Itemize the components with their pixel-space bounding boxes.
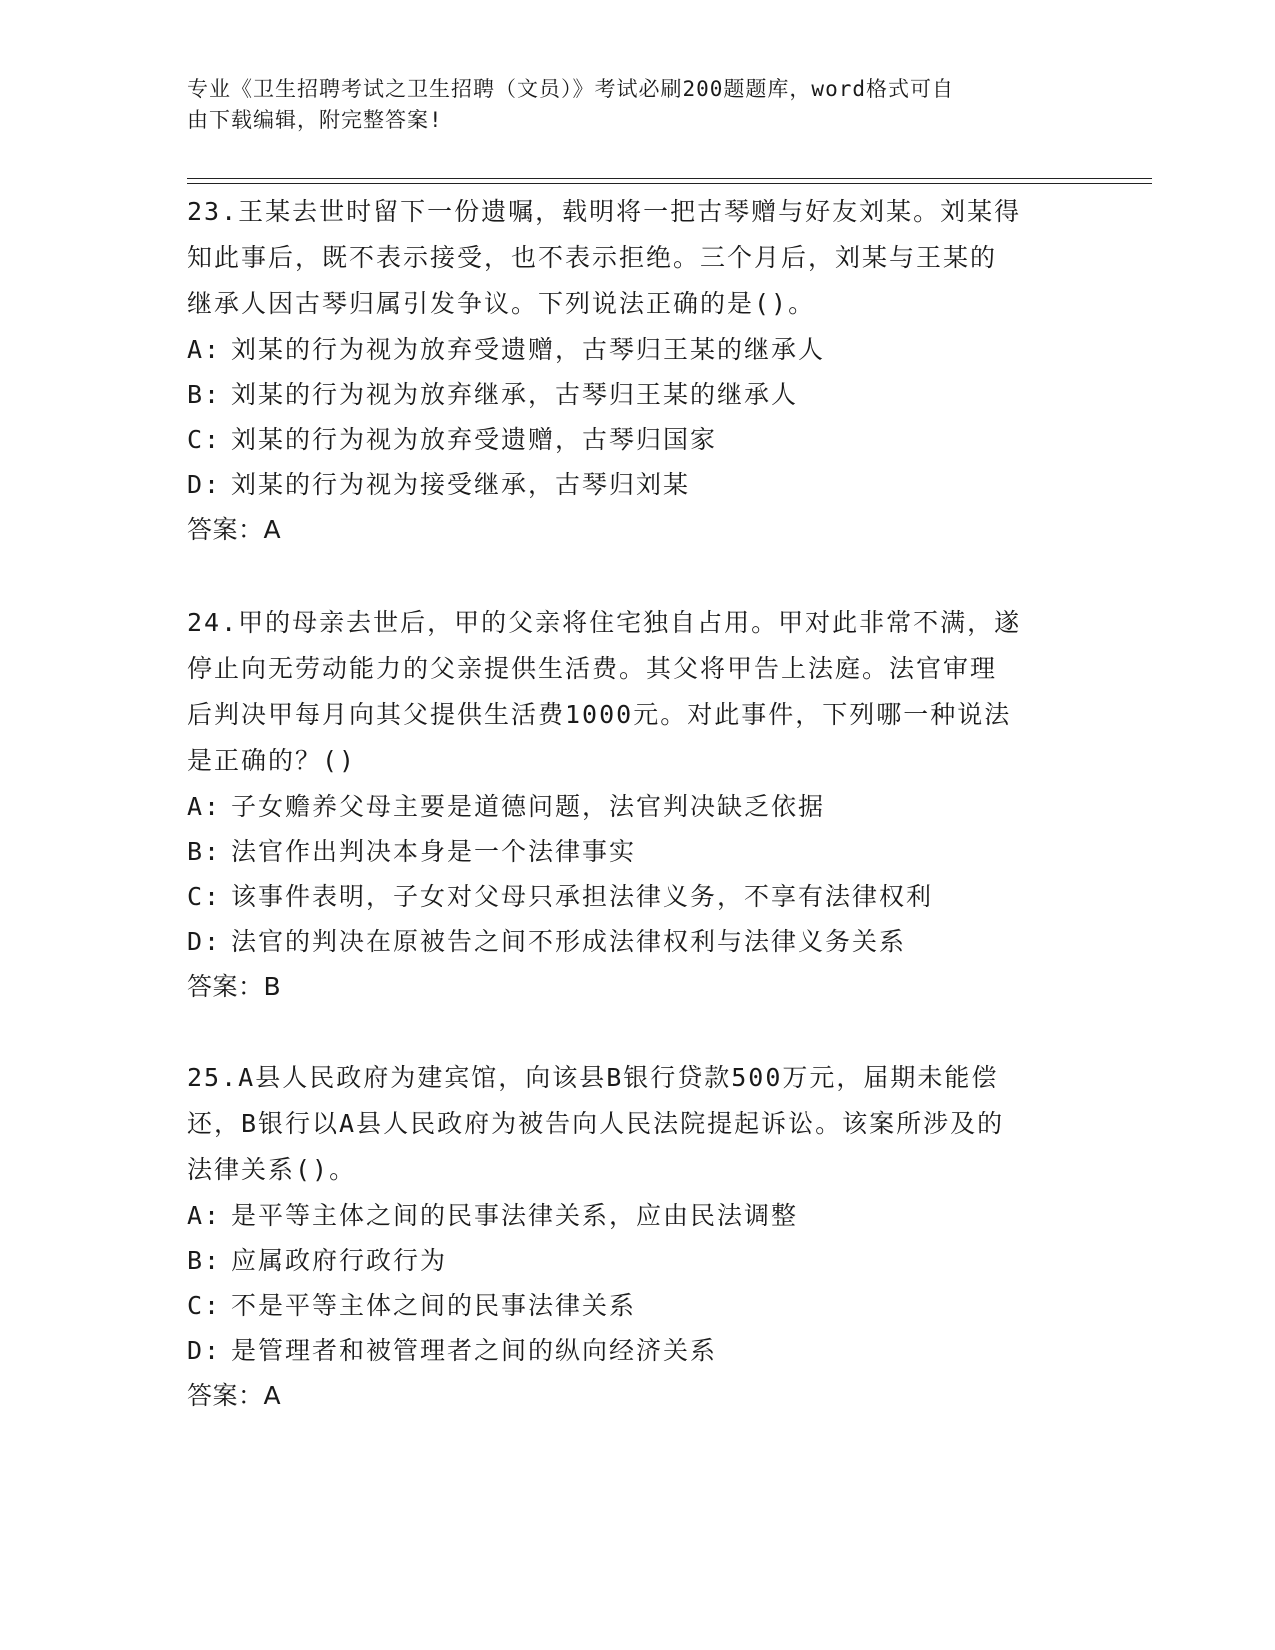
option-text: 刘某的行为视为放弃继承，古琴归王某的继承人 xyxy=(231,380,799,409)
stem-line: 23.王某去世时留下一份遗嘱，载明将一把古琴赠与好友刘某。刘某得 xyxy=(187,197,1022,226)
option-a xyxy=(187,327,1087,372)
option-c xyxy=(187,1283,1087,1328)
stem-line: 法律关系()。 xyxy=(187,1155,357,1184)
option-b xyxy=(187,829,1087,874)
option-text: 子女赡养父母主要是道德问题，法官判决缺乏依据 xyxy=(231,792,826,821)
option-key: C: xyxy=(187,425,222,454)
option-a xyxy=(187,784,1087,829)
header-line-2: 由下载编辑，附完整答案! xyxy=(187,108,443,132)
answer: 答案：B xyxy=(187,972,282,1001)
option-key: B: xyxy=(187,837,222,866)
question-24 xyxy=(187,600,1087,1010)
option-d xyxy=(187,919,1087,964)
question-23 xyxy=(187,189,1087,553)
option-text: 法官作出判决本身是一个法律事实 xyxy=(231,837,637,866)
option-text: 刘某的行为视为接受继承，古琴归刘某 xyxy=(231,470,691,499)
option-key: B: xyxy=(187,1246,222,1275)
header-divider-top xyxy=(187,178,1152,179)
stem-line: 25.A县人民政府为建宾馆，向该县B银行贷款500万元，届期未能偿 xyxy=(187,1063,999,1092)
option-key: D: xyxy=(187,470,222,499)
answer: 答案：A xyxy=(187,515,282,544)
option-text: 应属政府行政行为 xyxy=(231,1246,448,1275)
question-stem xyxy=(187,189,1087,327)
option-key: D: xyxy=(187,1336,222,1365)
option-key: B: xyxy=(187,380,222,409)
option-text: 该事件表明，子女对父母只承担法律义务，不享有法律权利 xyxy=(231,882,934,911)
answer: 答案：A xyxy=(187,1381,282,1410)
option-text: 法官的判决在原被告之间不形成法律权利与法律义务关系 xyxy=(231,927,907,956)
stem-line: 知此事后，既不表示接受，也不表示拒绝。三个月后，刘某与王某的 xyxy=(187,243,998,272)
stem-line: 是正确的？() xyxy=(187,746,357,775)
option-text: 刘某的行为视为放弃受遗赠，古琴归王某的继承人 xyxy=(231,335,826,364)
stem-line: 24.甲的母亲去世后，甲的父亲将住宅独自占用。甲对此非常不满，遂 xyxy=(187,608,1022,637)
question-stem xyxy=(187,600,1087,784)
option-key: A: xyxy=(187,1201,222,1230)
option-d xyxy=(187,462,1087,507)
option-key: C: xyxy=(187,1291,222,1320)
option-text: 是管理者和被管理者之间的纵向经济关系 xyxy=(231,1336,718,1365)
option-text: 刘某的行为视为放弃受遗赠，古琴归国家 xyxy=(231,425,718,454)
header-divider-bottom xyxy=(187,183,1152,184)
option-c xyxy=(187,874,1087,919)
question-stem xyxy=(187,1055,1087,1193)
stem-line: 还，B银行以A县人民政府为被告向人民法院提起诉讼。该案所涉及的 xyxy=(187,1109,1005,1138)
question-25 xyxy=(187,1055,1087,1419)
stem-line: 继承人因古琴归属引发争议。下列说法正确的是()。 xyxy=(187,289,816,318)
header-line-1: 专业《卫生招聘考试之卫生招聘（文员）》考试必刷200题题库，word格式可自 xyxy=(187,77,954,101)
option-b xyxy=(187,1238,1087,1283)
option-key: A: xyxy=(187,792,222,821)
option-text: 是平等主体之间的民事法律关系，应由民法调整 xyxy=(231,1201,799,1230)
option-a xyxy=(187,1193,1087,1238)
option-text: 不是平等主体之间的民事法律关系 xyxy=(231,1291,637,1320)
option-key: C: xyxy=(187,882,222,911)
option-d xyxy=(187,1328,1087,1373)
document-header xyxy=(187,74,1067,136)
option-c xyxy=(187,417,1087,462)
stem-line: 后判决甲每月向其父提供生活费1000元。对此事件，下列哪一种说法 xyxy=(187,700,1012,729)
option-b xyxy=(187,372,1087,417)
option-key: A: xyxy=(187,335,222,364)
stem-line: 停止向无劳动能力的父亲提供生活费。其父将甲告上法庭。法官审理 xyxy=(187,654,998,683)
option-key: D: xyxy=(187,927,222,956)
